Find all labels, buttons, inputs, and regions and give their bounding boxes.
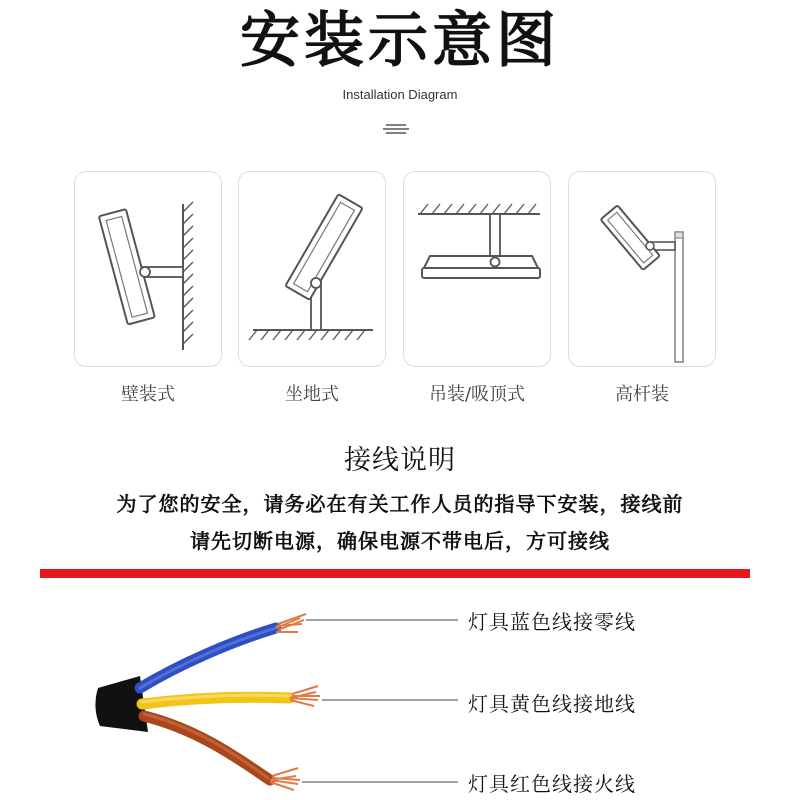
wire-label-blue: 灯具蓝色线接零线: [468, 610, 636, 634]
copper-tip-blue: [276, 614, 306, 632]
install-label-pole: 高杆装: [615, 384, 669, 405]
floor-mount-icon: [239, 172, 387, 368]
pole-mount-icon: [569, 172, 717, 368]
page-subtitle: Installation Diagram: [342, 87, 458, 102]
cable-illustration: [0, 580, 800, 800]
install-card-wall: [74, 171, 222, 367]
divider-bar: [40, 569, 750, 578]
wiring-note-line1: 为了您的安全，请务必在有关工作人员的指导下安装，接线前: [116, 492, 684, 516]
install-label-wall: 壁装式: [121, 384, 175, 405]
red-wire: [144, 716, 270, 780]
menu-lines-icon: [382, 121, 410, 137]
copper-tip-red: [270, 768, 300, 790]
install-label-ceiling: 吊装/吸顶式: [428, 384, 526, 405]
copper-tip-yellow: [290, 686, 320, 706]
blue-wire: [140, 628, 276, 688]
install-label-floor: 坐地式: [285, 384, 339, 405]
page-title: 安装示意图: [240, 6, 560, 76]
wiring-note-line2: 请先切断电源，确保电源不带电后，方可接线: [190, 529, 610, 553]
install-card-ceiling: [403, 171, 551, 367]
wire-label-red: 灯具红色线接火线: [468, 772, 636, 796]
wire-label-yellow: 灯具黄色线接地线: [468, 692, 636, 716]
install-card-pole: [568, 171, 716, 367]
wiring-title: 接线说明: [344, 445, 456, 476]
ceiling-mount-icon: [404, 172, 552, 368]
wall-mount-icon: [75, 172, 223, 368]
install-card-floor: [238, 171, 386, 367]
